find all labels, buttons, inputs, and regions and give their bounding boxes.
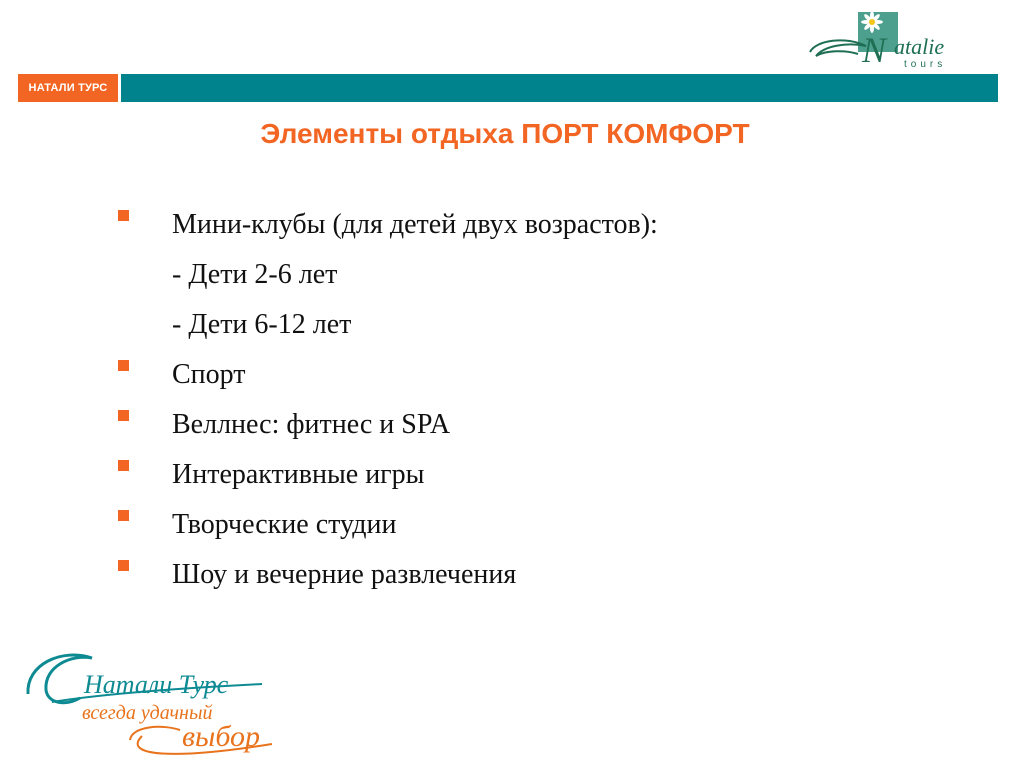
- list-item-text: Спорт: [172, 359, 246, 390]
- square-bullet-icon: [118, 210, 129, 221]
- slogan-brand: Натали Турс: [84, 670, 229, 699]
- slide-title: Элементы отдыха ПОРТ КОМФОРТ: [260, 118, 750, 149]
- list-item: [112, 250, 932, 300]
- list-item-text: Веллнес: фитнес и SPA: [172, 409, 451, 440]
- slogan-accent: выбор: [182, 720, 261, 753]
- list-item-text: - Дети 2-6 лет: [172, 259, 338, 290]
- square-bullet-icon: [118, 510, 129, 521]
- list-item: [112, 300, 932, 350]
- brand-label: НАТАЛИ ТУРС: [18, 74, 118, 102]
- square-bullet-icon: [118, 410, 129, 421]
- header-band: [18, 74, 998, 102]
- slogan-line: всегда удачный: [82, 702, 213, 724]
- list-item: [112, 350, 932, 400]
- list-item: [112, 450, 932, 500]
- list-item: [112, 550, 932, 600]
- logo-word: atalie: [894, 34, 945, 59]
- list-item: [112, 500, 932, 550]
- logo-letter: N: [862, 30, 887, 70]
- list-item-text: Творческие студии: [172, 509, 397, 540]
- list-item-text: Мини-клубы (для детей двух возрастов):: [172, 209, 658, 240]
- logo-subword: tours: [904, 59, 947, 70]
- list-item-text: Шоу и вечерние развлечения: [172, 559, 517, 590]
- list-item: [112, 400, 932, 450]
- natali-tours-slogan-logo: [22, 644, 282, 762]
- square-bullet-icon: [118, 460, 129, 471]
- list-item: [112, 200, 932, 250]
- list-item-text: - Дети 6-12 лет: [172, 309, 352, 340]
- square-bullet-icon: [118, 560, 129, 571]
- natalie-logo-graphic: [806, 12, 986, 70]
- natalie-tours-logo: [806, 12, 986, 70]
- square-bullet-icon: [118, 360, 129, 371]
- brand-divider: [118, 74, 121, 102]
- activities-list: [112, 200, 932, 600]
- list-item-text: Интерактивные игры: [172, 459, 425, 490]
